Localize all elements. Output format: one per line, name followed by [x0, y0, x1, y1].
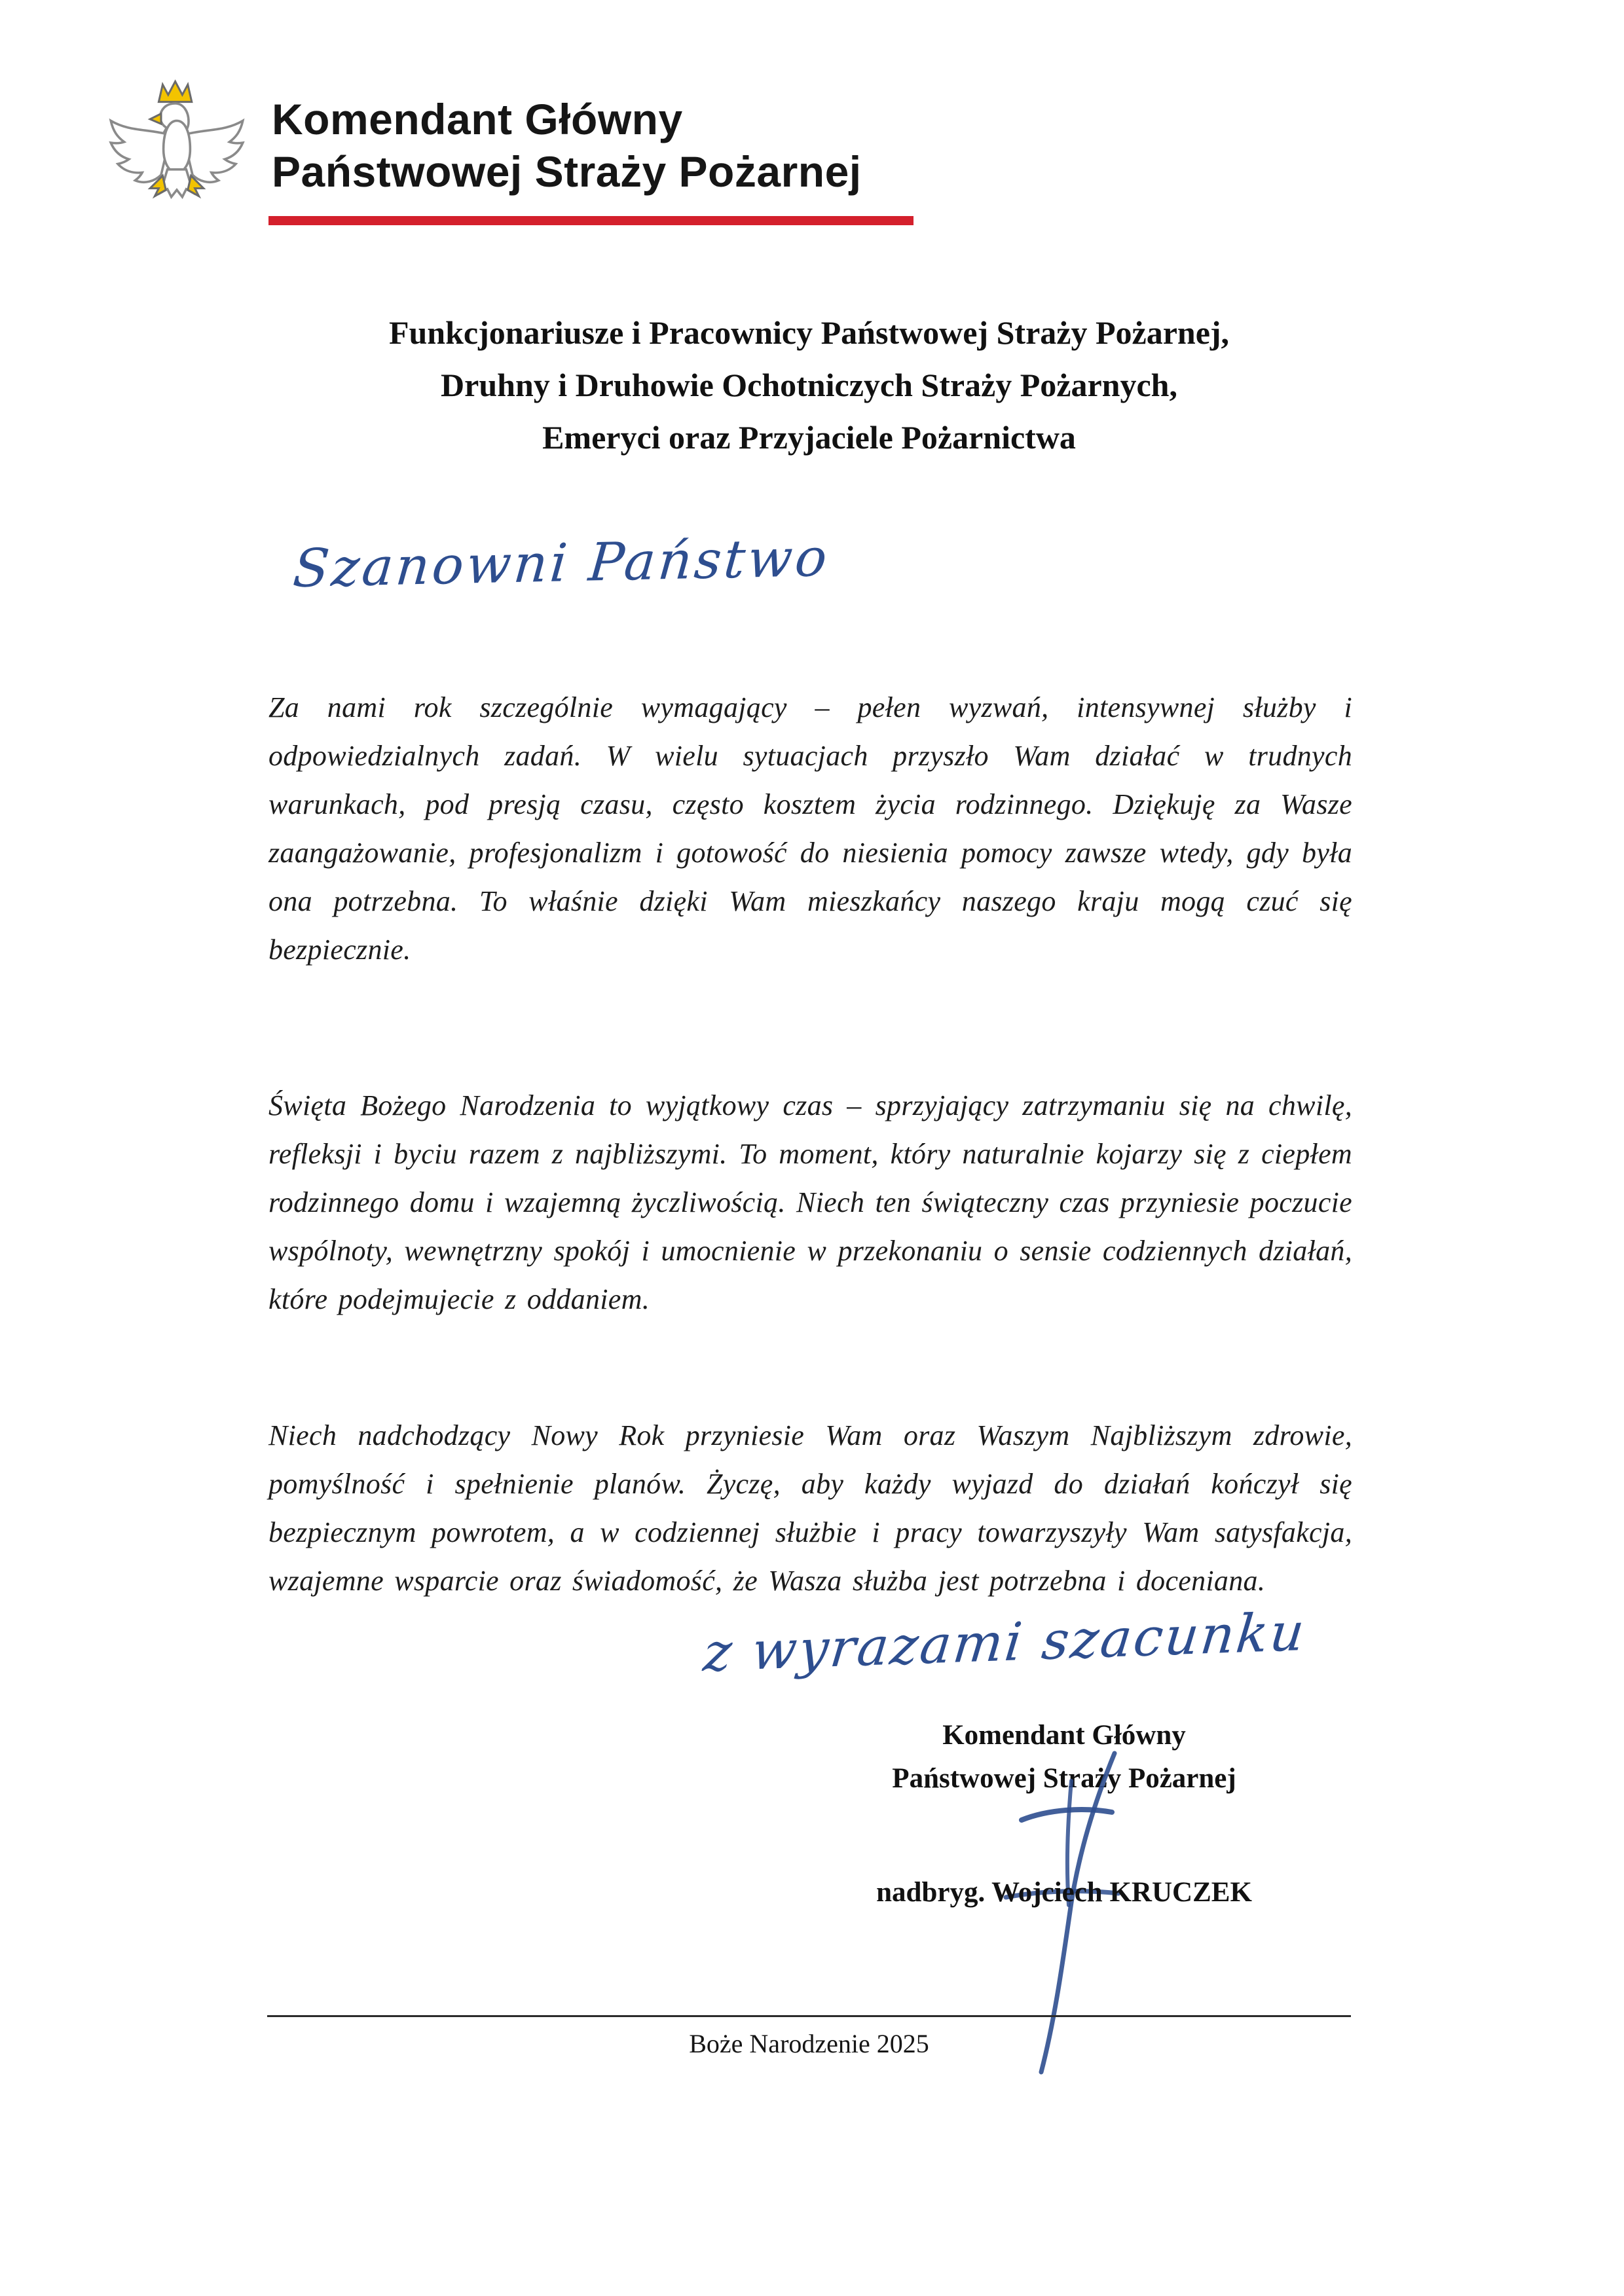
org-name-line2: Państwowej Straży Pożarnej — [272, 147, 862, 196]
footer-rule — [267, 2015, 1351, 2017]
addressee-title — [267, 306, 1351, 464]
addressee-line1: Funkcjonariusze i Pracownicy Państwowej Straży Pożarnej, — [388, 314, 1230, 351]
body-paragraph-2: Święta Bożego Narodzenia to wyjątkowy czas – sprzyjający zatrzymaniu się na chwilę, refleksji i byciu razem z najbliższymi. To moment, który naturalnie kojarzy się z ciepłem rodzinnego domu i wzajemną życzliwością. Niech ten świąteczny czas przyniesie poczucie wspólnoty, wewnętrzny spokój i umocnienie w przekonaniu o sensie codziennych działań, które podejmujecie z oddaniem. — [268, 1089, 1352, 1315]
org-name-line1: Komendant Główny — [272, 95, 683, 143]
org-name — [272, 93, 862, 198]
signer-title-line1: Komendant Główny — [942, 1720, 1186, 1751]
body-paragraph-3: Niech nadchodzący Nowy Rok przyniesie Wam oraz Waszym Najbliższym zdrowie, pomyślność i spełnienie planów. Życzę, aby każdy wyjazd do działań kończył się bezpiecznym powrotem, a w codziennej służbie i pracy towarzyszyły Wam satysfakcja, wzajemne wsparcie oraz świadomość, że Wasza służba jest potrzebna i doceniana. — [268, 1419, 1352, 1597]
polish-eagle-emblem-icon — [98, 72, 255, 229]
footer-occasion-text: Boże Narodzenie 2025 — [689, 2029, 929, 2058]
signer-title-line2: Państwowej Straży Pożarnej — [892, 1763, 1236, 1794]
signer-title — [766, 1714, 1362, 1800]
body-paragraph-1: Za nami rok szczególnie wymagający – pełen wyzwań, intensywnej służby i odpowiedzialnych zadań. W wielu sytuacjach przyszło Wam działać w trudnych warunkach, pod presją czasu, często kosztem życia rodzinnego. Dziękuję za Wasze zaangażowanie, profesjonalizm i gotowość do niesienia pomocy zawsze wtedy, gdy była ona potrzebna. To właśnie dzięki Wam mieszkańcy naszego kraju mogą czuć się bezpiecznie. — [268, 691, 1352, 966]
addressee-line3: Emeryci oraz Przyjaciele Pożarnictwa — [542, 419, 1076, 456]
handwritten-closing: z wyrazami szacunku — [701, 1601, 1310, 1684]
red-divider-rule — [268, 216, 913, 225]
addressee-line2: Druhny i Druhowie Ochotniczych Straży Pożarnych, — [441, 367, 1177, 403]
signer-name: nadbryg. Wojciech KRUCZEK — [876, 1877, 1252, 1908]
handwritten-greeting: Szanowni Państwo — [291, 526, 832, 600]
